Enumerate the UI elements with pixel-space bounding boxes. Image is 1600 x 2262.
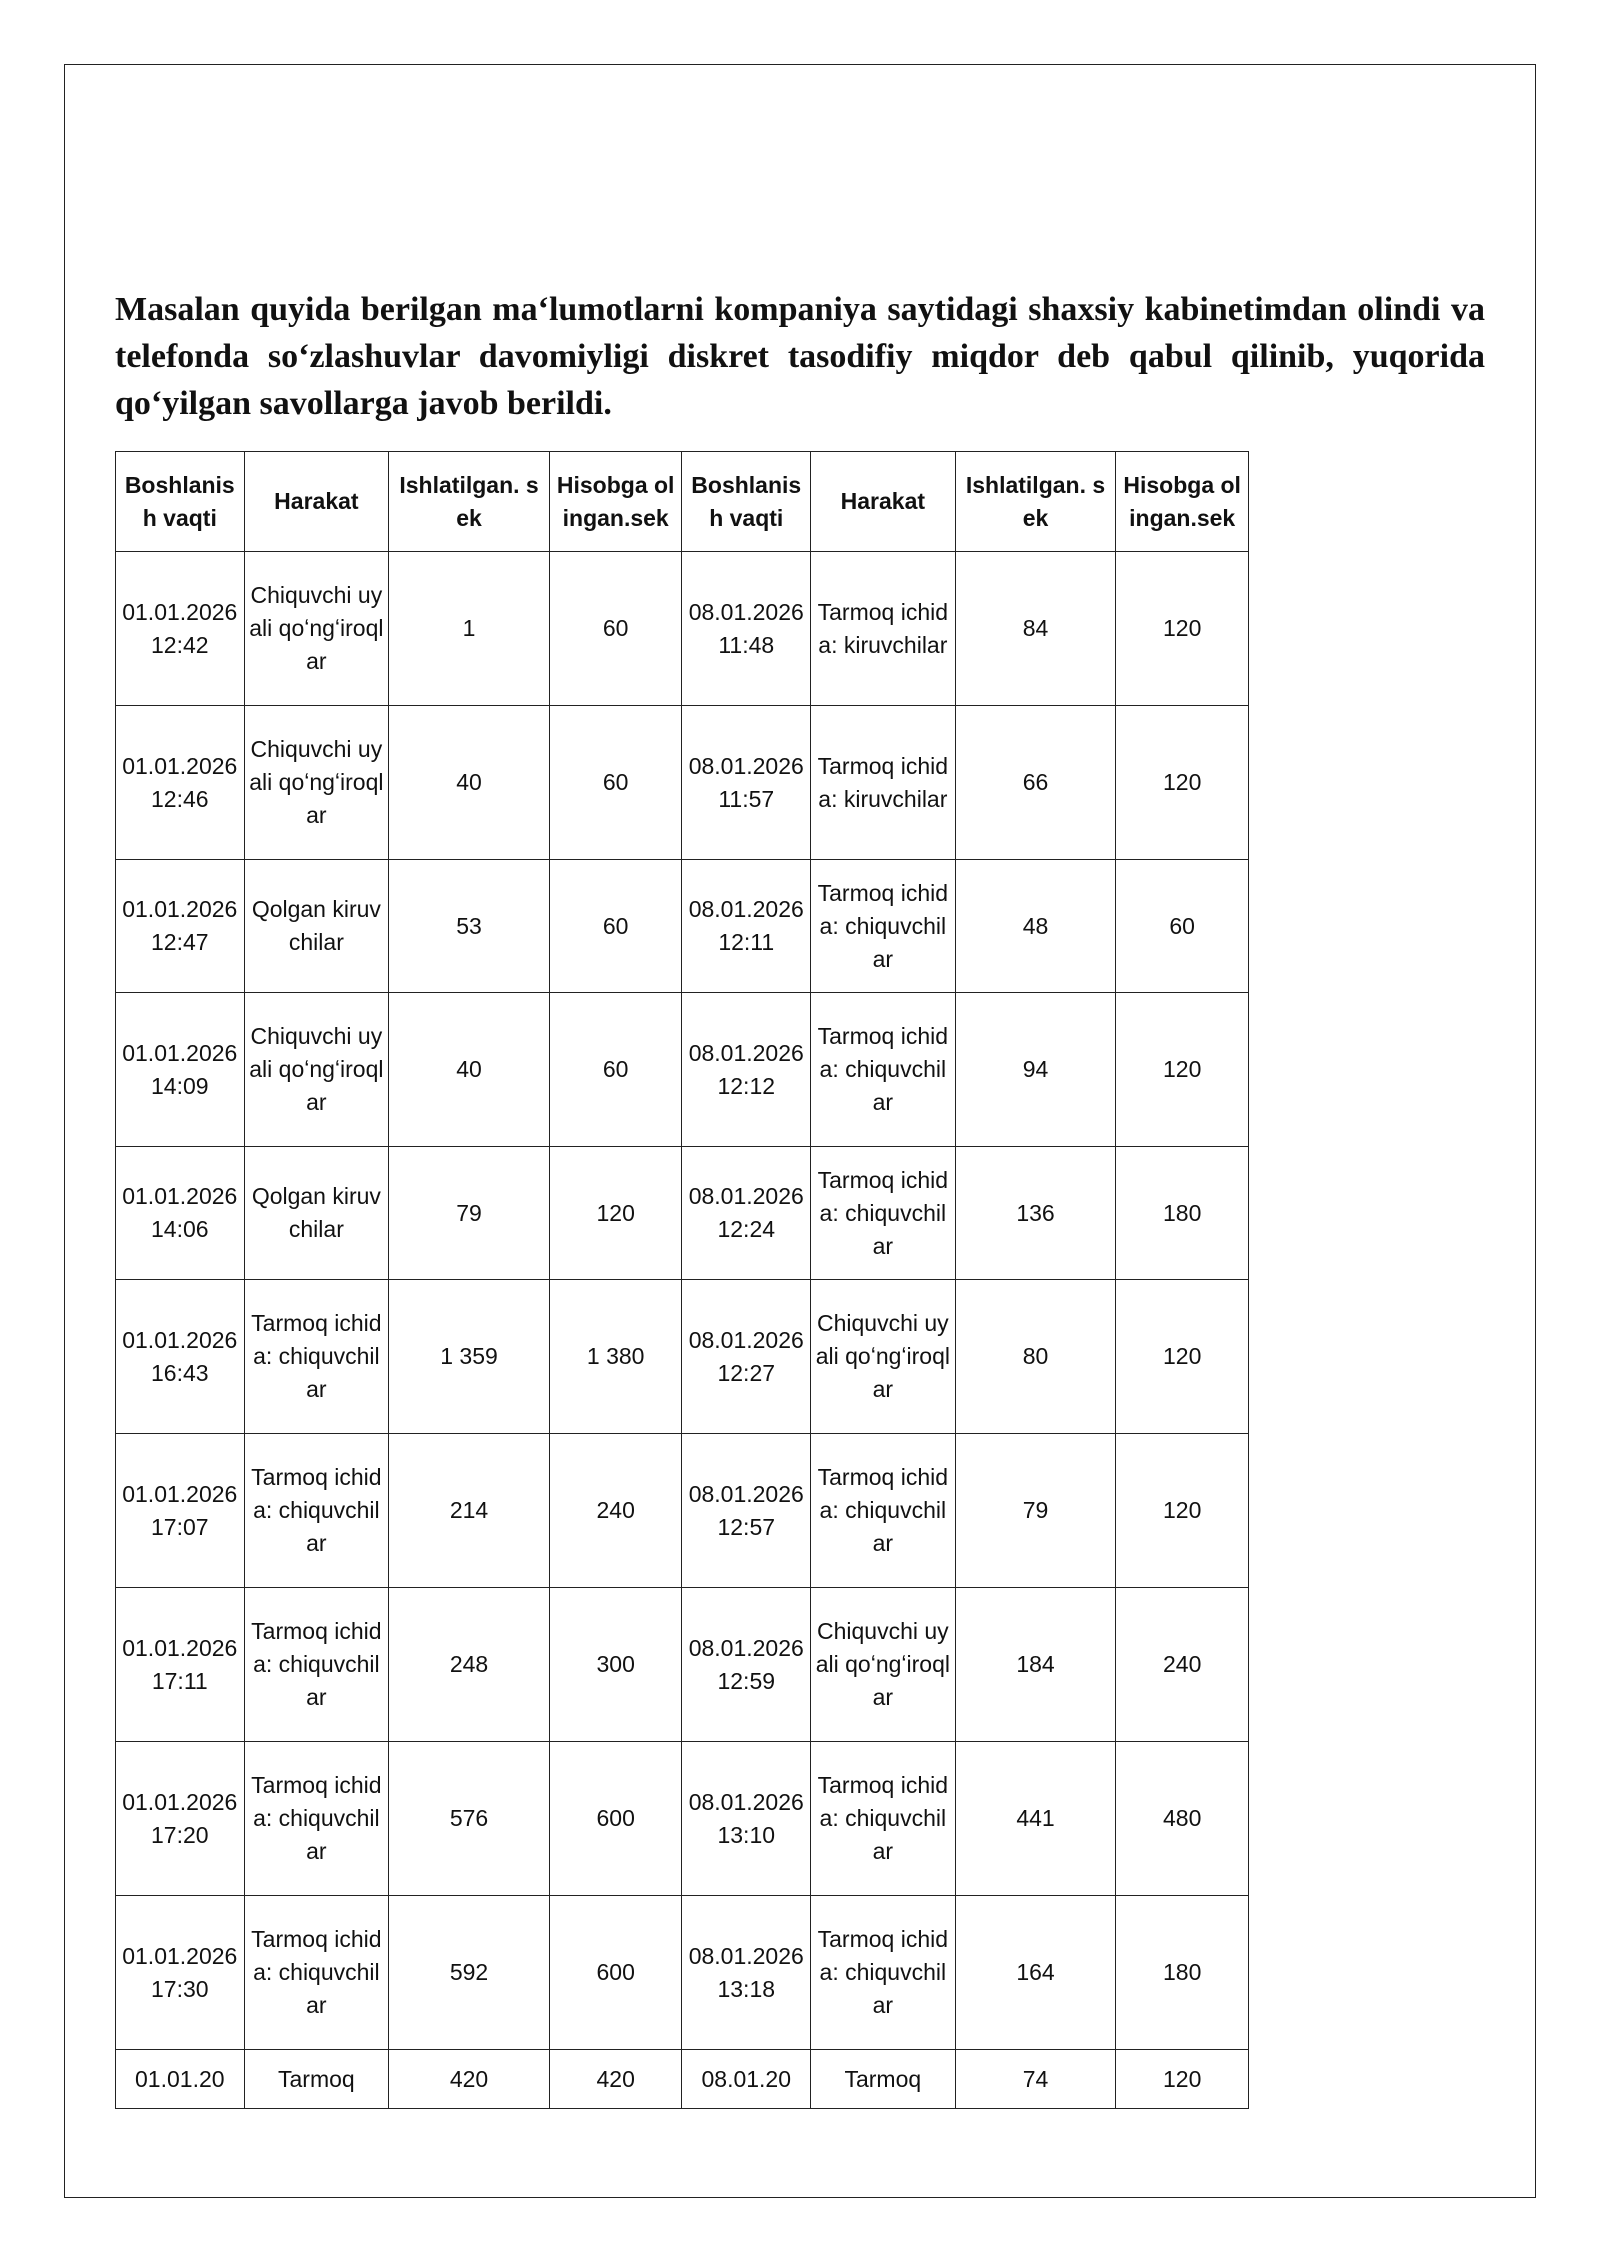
header-cell: Hisobga olingan.sek	[1116, 452, 1249, 552]
table-cell: 80	[955, 1280, 1116, 1434]
table-cell: 1 359	[389, 1280, 550, 1434]
table-row	[116, 1588, 1249, 1742]
table-cell: 60	[549, 706, 682, 860]
table-cell: Chiquvchi uyali qoʻngʻiroqlar	[244, 706, 389, 860]
table-row	[116, 552, 1249, 706]
table-cell: 66	[955, 706, 1116, 860]
table-cell: Tarmoq	[811, 2050, 956, 2109]
table-cell: 214	[389, 1434, 550, 1588]
table-cell: 40	[389, 706, 550, 860]
table-cell: 120	[1116, 706, 1249, 860]
table-cell: 60	[549, 552, 682, 706]
table-cell: 01.01.20	[116, 2050, 245, 2109]
table-cell: Tarmoq ichida: kiruvchilar	[811, 706, 956, 860]
table-cell: 240	[549, 1434, 682, 1588]
table-cell: 120	[1116, 2050, 1249, 2109]
table-cell: 01.01.2026 16:43	[116, 1280, 245, 1434]
table-cell: Chiquvchi uyali qoʻngʻiroqlar	[244, 993, 389, 1147]
intro-paragraph: Masalan quyida berilgan maʻlumotlarni kompaniya saytidagi shaxsiy kabinetimdan olindi va telefonda soʻzlashuvlar davomiyligi diskret tasodifiy miqdor deb qabul qilinib, yuqorida qoʻyilgan savollarga javob berildi.	[115, 291, 1485, 422]
table-cell: 576	[389, 1742, 550, 1896]
table-row	[116, 706, 1249, 860]
table-cell: 01.01.2026 17:11	[116, 1588, 245, 1742]
table-cell: Tarmoq ichida: chiquvchilar	[811, 860, 956, 993]
table-cell: 184	[955, 1588, 1116, 1742]
table-cell: 120	[1116, 993, 1249, 1147]
table-cell: 120	[1116, 552, 1249, 706]
header-cell: Ishlatilgan. sek	[389, 452, 550, 552]
table-cell: 08.01.2026 12:59	[682, 1588, 811, 1742]
table-cell: 120	[549, 1147, 682, 1280]
table-cell: 08.01.2026 13:18	[682, 1896, 811, 2050]
table-cell: Tarmoq ichida: chiquvchilar	[811, 1147, 956, 1280]
table-cell: 600	[549, 1896, 682, 2050]
table-cell: Tarmoq ichida: chiquvchilar	[811, 993, 956, 1147]
table-cell: Chiquvchi uyali qoʻngʻiroqlar	[244, 552, 389, 706]
table-cell: 180	[1116, 1896, 1249, 2050]
table-cell: 300	[549, 1588, 682, 1742]
table-row	[116, 1742, 1249, 1896]
table-cell: 60	[549, 860, 682, 993]
table-cell: 74	[955, 2050, 1116, 2109]
table-cell: 60	[1116, 860, 1249, 993]
table-cell: 01.01.2026 17:20	[116, 1742, 245, 1896]
table-row	[116, 860, 1249, 993]
table-row	[116, 1434, 1249, 1588]
table-cell: 08.01.20	[682, 2050, 811, 2109]
table-cell: 180	[1116, 1147, 1249, 1280]
table-cell: 1	[389, 552, 550, 706]
table-cell: Tarmoq ichida: chiquvchilar	[244, 1588, 389, 1742]
header-cell: Boshlanish vaqti	[116, 452, 245, 552]
table-header-row	[116, 452, 1249, 552]
table-cell: Chiquvchi uyali qoʻngʻiroqlar	[811, 1280, 956, 1434]
table-cell: 01.01.2026 17:07	[116, 1434, 245, 1588]
table-cell: 01.01.2026 17:30	[116, 1896, 245, 2050]
table-cell: 600	[549, 1742, 682, 1896]
header-cell: Hisobga olingan.sek	[549, 452, 682, 552]
table-cell: 08.01.2026 13:10	[682, 1742, 811, 1896]
header-cell: Boshlanish vaqti	[682, 452, 811, 552]
call-log-table	[115, 451, 1249, 2109]
table-cell: 08.01.2026 12:11	[682, 860, 811, 993]
table-cell: Tarmoq ichida: chiquvchilar	[244, 1896, 389, 2050]
table-cell: 120	[1116, 1280, 1249, 1434]
header-cell: Harakat	[244, 452, 389, 552]
table-cell: Tarmoq ichida: chiquvchilar	[244, 1434, 389, 1588]
table-cell: 40	[389, 993, 550, 1147]
table-cell: 420	[389, 2050, 550, 2109]
table-cell: Chiquvchi uyali qoʻngʻiroqlar	[811, 1588, 956, 1742]
table-cell: Tarmoq ichida: chiquvchilar	[244, 1280, 389, 1434]
table-cell: 08.01.2026 12:57	[682, 1434, 811, 1588]
table-cell: 08.01.2026 12:24	[682, 1147, 811, 1280]
table-cell: 79	[389, 1147, 550, 1280]
table-cell: 48	[955, 860, 1116, 993]
table-cell: 08.01.2026 12:12	[682, 993, 811, 1147]
table-cell: 01.01.2026 14:09	[116, 993, 245, 1147]
table-cell: Tarmoq ichida: chiquvchilar	[811, 1896, 956, 2050]
table-cell: Qolgan kiruvchilar	[244, 1147, 389, 1280]
table-cell: 592	[389, 1896, 550, 2050]
table-row	[116, 1147, 1249, 1280]
table-cell: 08.01.2026 12:27	[682, 1280, 811, 1434]
header-cell: Ishlatilgan. sek	[955, 452, 1116, 552]
table-cell: 480	[1116, 1742, 1249, 1896]
table-cell: 79	[955, 1434, 1116, 1588]
table-cell: 01.01.2026 14:06	[116, 1147, 245, 1280]
table-cell: 136	[955, 1147, 1116, 1280]
table-cell: Tarmoq ichida: kiruvchilar	[811, 552, 956, 706]
table-cell: 08.01.2026 11:57	[682, 706, 811, 860]
table-cell: 248	[389, 1588, 550, 1742]
table-cell: 01.01.2026 12:46	[116, 706, 245, 860]
table-cell: 53	[389, 860, 550, 993]
table-cell: 441	[955, 1742, 1116, 1896]
table-row	[116, 993, 1249, 1147]
table-cell: 01.01.2026 12:42	[116, 552, 245, 706]
header-cell: Harakat	[811, 452, 956, 552]
table-row	[116, 1896, 1249, 2050]
table-cell: Tarmoq ichida: chiquvchilar	[811, 1742, 956, 1896]
table-cell: 94	[955, 993, 1116, 1147]
table-cell: Tarmoq	[244, 2050, 389, 2109]
table-row	[116, 1280, 1249, 1434]
table-cell: Qolgan kiruvchilar	[244, 860, 389, 993]
table-cell: 1 380	[549, 1280, 682, 1434]
table-cell: 08.01.2026 11:48	[682, 552, 811, 706]
table-cell: Tarmoq ichida: chiquvchilar	[244, 1742, 389, 1896]
table-cell: Tarmoq ichida: chiquvchilar	[811, 1434, 956, 1588]
table-cell: 60	[549, 993, 682, 1147]
table-cell: 164	[955, 1896, 1116, 2050]
table-cell: 84	[955, 552, 1116, 706]
table-row	[116, 2050, 1249, 2109]
table-cell: 01.01.2026 12:47	[116, 860, 245, 993]
table-cell: 420	[549, 2050, 682, 2109]
table-cell: 240	[1116, 1588, 1249, 1742]
table-cell: 120	[1116, 1434, 1249, 1588]
